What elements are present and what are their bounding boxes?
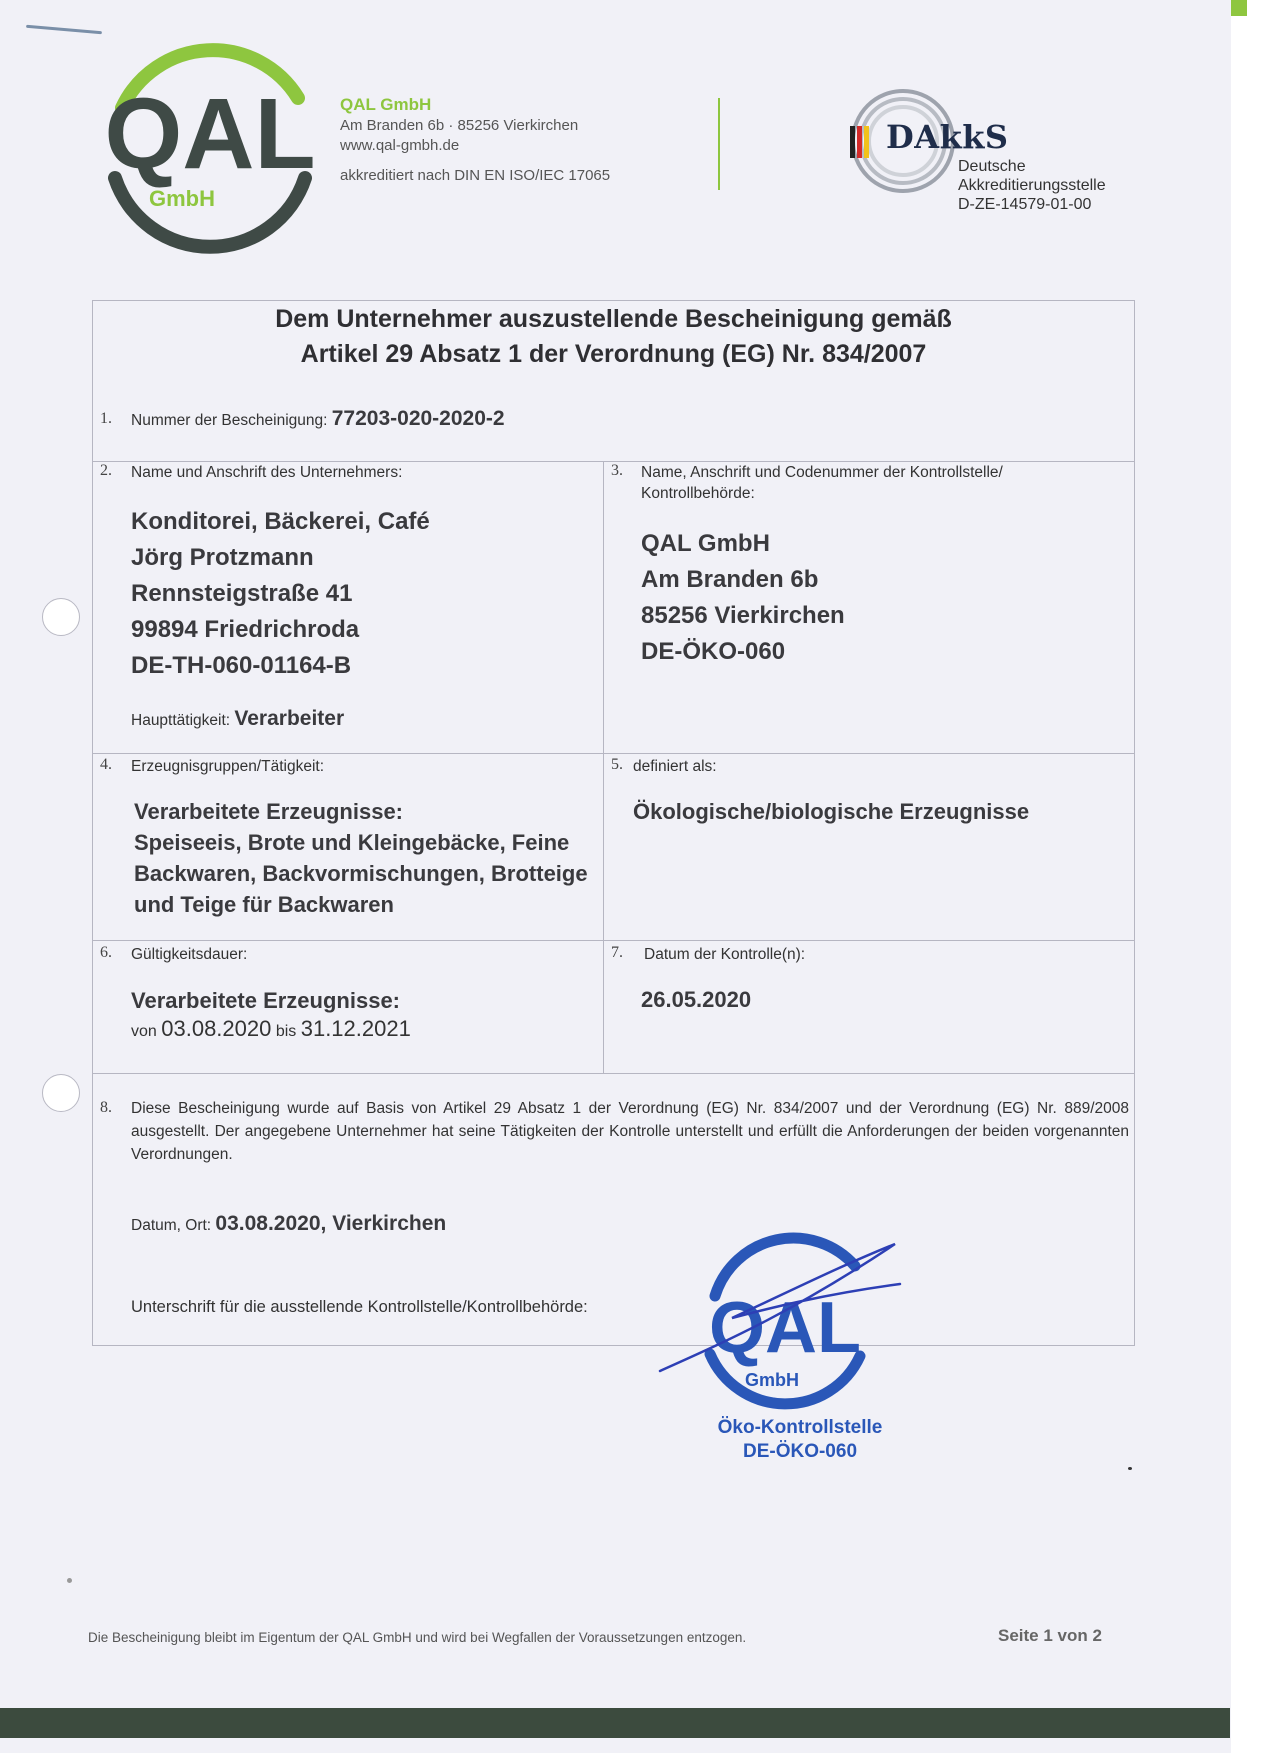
certificate-title-line2: Artikel 29 Absatz 1 der Verordnung (EG) Nr. 834/2007 <box>300 340 927 368</box>
control-body-line: DE-ÖKO-060 <box>641 638 786 665</box>
company-line: Rennsteigstraße 41 <box>131 580 353 607</box>
grid-line-center <box>603 461 604 1073</box>
control-body-line: 85256 Vierkirchen <box>641 602 845 629</box>
section-1-number: 1. <box>100 410 112 427</box>
section-4-label: Erzeugnisgruppen/Tätigkeit: <box>131 758 325 775</box>
product-group-line: Backwaren, Backvormischungen, Brotteige <box>134 861 588 886</box>
grid-line-row4 <box>92 1073 1135 1074</box>
company-line: DE-TH-060-01164-B <box>131 652 352 679</box>
control-body-stamp <box>650 1226 920 1431</box>
company-accreditation: akkreditiert nach DIN EN ISO/IEC 17065 <box>340 167 611 184</box>
company-address: Am Branden 6b · 85256 Vierkirchen <box>340 117 579 134</box>
defined-as-value: Ökologische/biologische Erzeugnisse <box>633 799 1030 824</box>
control-body-details <box>641 526 845 670</box>
bottom-band <box>0 1708 1230 1738</box>
section-6-label: Gültigkeitsdauer: <box>131 946 248 963</box>
validity-from-value: 03.08.2020 <box>161 1016 272 1041</box>
product-group-line: Verarbeitete Erzeugnisse: <box>134 799 404 824</box>
date-place <box>131 1213 446 1236</box>
section-3-label-line1: Name, Anschrift und Codenummer der Kontrollstelle/ <box>641 464 1003 481</box>
validity-heading: Verarbeitete Erzeugnisse: <box>131 988 401 1013</box>
paper-speck <box>67 1578 72 1583</box>
grid-line-row3 <box>92 940 1135 941</box>
company-name: QAL GmbH <box>340 95 432 114</box>
section-2-label: Name und Anschrift des Unternehmers: <box>131 464 403 481</box>
company-line: Jörg Protzmann <box>131 544 314 571</box>
punch-hole <box>42 1074 80 1112</box>
product-group-line: Speiseeis, Brote und Kleingebäcke, Feine <box>134 830 570 855</box>
page-number: Seite 1 von 2 <box>998 1626 1102 1645</box>
dakks-line2: Akkreditierungsstelle <box>958 177 1106 194</box>
section-5-label: definiert als: <box>633 758 717 775</box>
certificate-number: 77203-020-2020-2 <box>331 407 505 430</box>
dakks-line1: Deutsche <box>958 158 1026 175</box>
signature-label: Unterschrift für die ausstellende Kontrollstelle/Kontrollbehörde: <box>131 1298 588 1316</box>
validity-to-label: bis <box>275 1023 297 1040</box>
control-body-line: QAL GmbH <box>641 530 770 557</box>
validity-period <box>131 1018 411 1042</box>
stamp-line1: Öko-Kontrollstelle <box>717 1417 883 1438</box>
page-edge <box>1231 0 1275 1753</box>
validity-to-value: 31.12.2021 <box>300 1016 411 1041</box>
section-7-number: 7. <box>611 944 623 961</box>
section-4-number: 4. <box>100 756 112 773</box>
stamp-logo-text: QAL <box>709 1288 861 1368</box>
dakks-line3: D-ZE-14579-01-00 <box>958 196 1092 213</box>
pen-mark <box>26 25 102 35</box>
qal-logo-text: QAL <box>104 78 316 190</box>
punch-hole <box>42 598 80 636</box>
validity-from-label: von <box>131 1023 157 1040</box>
product-groups <box>134 796 588 920</box>
dakks-name: DAkkS <box>886 118 1009 156</box>
footer-note: Die Bescheinigung bleibt im Eigentum der QAL GmbH und wird bei Wegfallen der Voraussetzungen entzogen. <box>88 1630 747 1645</box>
company-website: www.qal-gmbh.de <box>340 137 460 154</box>
paper-speck <box>1128 1467 1132 1470</box>
section-1-line <box>131 408 505 431</box>
date-place-label: Datum, Ort: <box>131 1217 212 1234</box>
qal-logo-subtext: GmbH <box>149 186 215 211</box>
section-3-number: 3. <box>611 462 623 479</box>
product-group-line: und Teige für Backwaren <box>134 892 394 917</box>
main-activity-label: Haupttätigkeit: <box>131 712 231 729</box>
section-5-number: 5. <box>611 756 623 773</box>
stamp-caption <box>640 1416 960 1464</box>
section-6-number: 6. <box>100 944 112 961</box>
section-7-label: Datum der Kontrolle(n): <box>644 946 806 963</box>
main-activity-value: Verarbeiter <box>234 707 345 730</box>
main-activity <box>131 708 344 731</box>
green-corner-mark <box>1231 0 1247 16</box>
company-line: Konditorei, Bäckerei, Café <box>131 508 430 535</box>
section-1-label: Nummer der Bescheinigung: <box>131 412 328 429</box>
company-address-block <box>340 94 610 186</box>
section-8-text: Diese Bescheinigung wurde auf Basis von Artikel 29 Absatz 1 der Verordnung (EG) Nr. 834/2007 und der Verordnung (EG) Nr. 889/2008 ausgestellt. Der angegebene Unternehmer hat seine Tätigkeiten der Kontrolle unterstellt und erfüllt die Anforderungen der beiden vorgenannten Verordnungen. <box>131 1100 1129 1163</box>
control-body-line: Am Branden 6b <box>641 566 819 593</box>
stamp-line2: DE-ÖKO-060 <box>742 1441 858 1462</box>
company-line: 99894 Friedrichroda <box>131 616 360 643</box>
section-3-label-line2: Kontrollbehörde: <box>641 485 755 502</box>
section-2-number: 2. <box>100 462 112 479</box>
inspection-date: 26.05.2020 <box>641 987 752 1012</box>
qal-logo <box>100 28 320 258</box>
date-place-value: 03.08.2020, Vierkirchen <box>215 1212 447 1235</box>
stamp-logo-subtext: GmbH <box>745 1370 799 1390</box>
certificate-title-line1: Dem Unternehmer auszustellende Bescheinigung gemäß <box>275 305 952 333</box>
section-3-label <box>641 462 1003 504</box>
grid-line-row2 <box>92 753 1135 754</box>
dakks-description <box>958 157 1106 214</box>
header-divider <box>718 98 720 190</box>
company-details <box>131 504 430 684</box>
certificate-title <box>92 302 1135 372</box>
section-8-number: 8. <box>100 1099 112 1116</box>
